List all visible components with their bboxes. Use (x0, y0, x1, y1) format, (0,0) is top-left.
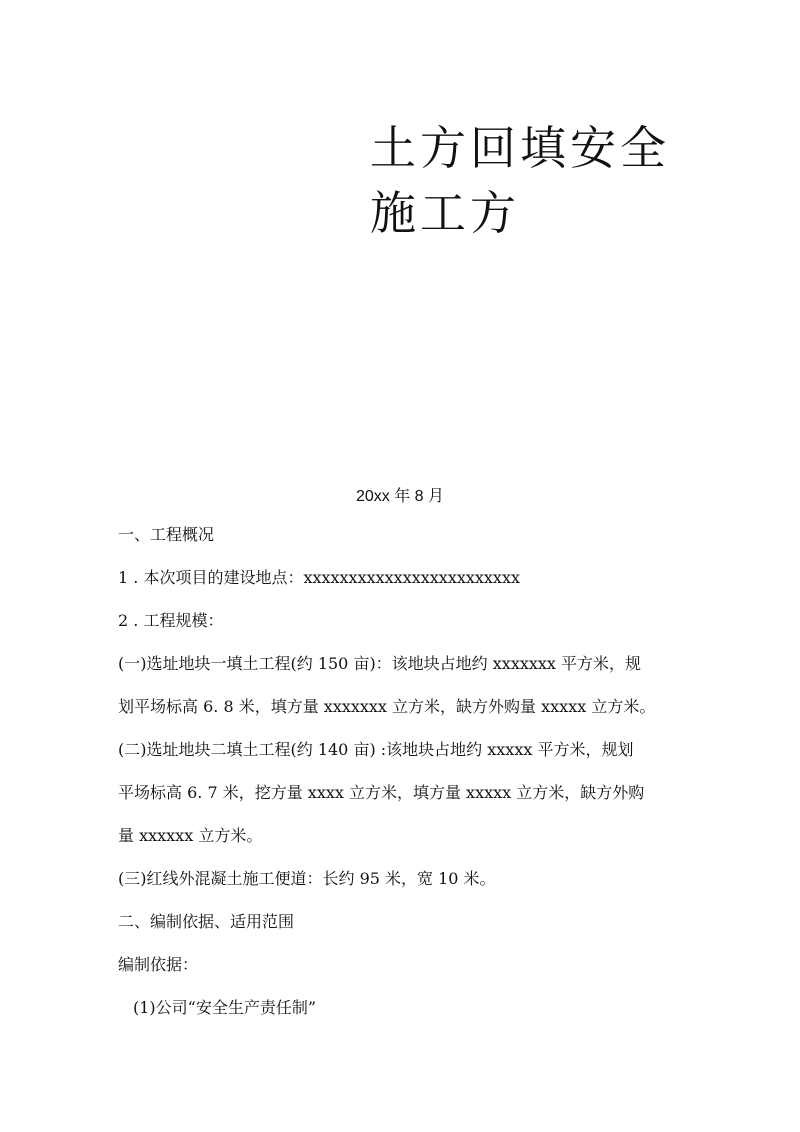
section-heading-project-overview: 一、工程概况 (118, 525, 215, 544)
plot-one-description-line-2: 划平场标高 6. 8 米，填方量 xxxxxxx 立方米，缺方外购量 xxxxx 立方米。 (118, 697, 656, 716)
temporary-road-description: (三)红线外混凝土施工便道：长约 95 米，宽 10 米。 (118, 869, 496, 888)
construction-location: 1 . 本次项目的建设地点：xxxxxxxxxxxxxxxxxxxxxxxx (118, 568, 521, 587)
project-scale-label: 2 . 工程规模： (118, 611, 224, 630)
section-heading-basis-and-scope: 二、编制依据、适用范围 (118, 912, 295, 931)
plot-two-description-line-1: (二)选址地块二填土工程(约 140 亩) :该地块占地约 xxxxx 平方米，规划 (118, 740, 634, 759)
document-date: 20xx 年 8 月 (355, 488, 445, 505)
plot-two-description-line-2: 平场标高 6. 7 米，挖方量 xxxx 立方米，填方量 xxxxx 立方米，缺方外购 (118, 783, 645, 802)
basis-item-1: (1)公司“安全生产责任制” (133, 998, 317, 1017)
document-title-line-2: 施工方 (370, 186, 520, 240)
plot-two-description-line-3: 量 xxxxxx 立方米。 (118, 826, 263, 845)
compilation-basis-label: 编制依据： (118, 955, 199, 974)
document-title-line-1: 土方回填安全 (370, 121, 670, 175)
plot-one-description-line-1: (一)选址地块一填土工程(约 150 亩)：该地块占地约 xxxxxxx 平方米，规 (118, 654, 642, 673)
